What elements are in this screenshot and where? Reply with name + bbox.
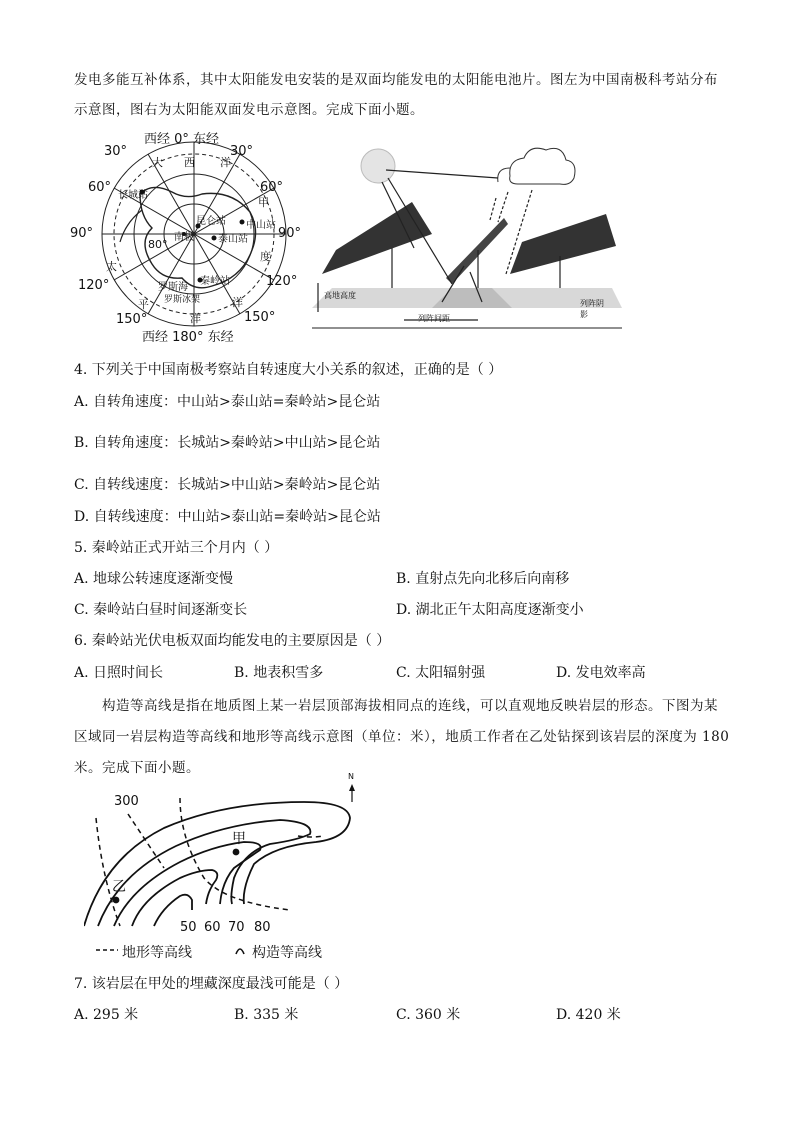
q6-option-c[interactable]: C. 太阳辐射强 xyxy=(396,665,486,681)
place-zhongshan: 中山站 xyxy=(246,220,276,231)
deg-label-120-left: 120° xyxy=(78,278,110,293)
place-jia: 甲 xyxy=(258,196,269,209)
deg-label-60-right: 60° xyxy=(260,180,284,195)
q6-option-a[interactable]: A. 日照时间长 xyxy=(74,665,164,681)
legend-terrain: 地形等高线 xyxy=(122,945,192,961)
place-nanji: 南极 xyxy=(174,232,194,243)
place-rossHai: 罗斯海 xyxy=(158,282,188,293)
place-da: 大 xyxy=(152,156,163,169)
q5-option-b[interactable]: B. 直射点先向北移后向南移 xyxy=(396,571,570,587)
place-ping: 平 xyxy=(138,298,149,311)
q7-stem: 7. 该岩层在甲处的埋藏深度最浅可能是（ ） xyxy=(74,976,349,992)
place-yang-3: 洋 xyxy=(190,312,201,325)
q7-option-d[interactable]: D. 420 米 xyxy=(556,1007,621,1023)
q4-stem: 4. 下列关于中国南极考察站自转速度大小关系的叙述，正确的是（ ） xyxy=(74,362,503,378)
deg-label-80: 80° xyxy=(148,238,168,251)
place-qinling: 秦岭站 xyxy=(200,276,230,287)
contour-value-50: 50 xyxy=(180,920,197,935)
intro-line-2: 示意图，图右为太阳能双面发电示意图。完成下面小题。 xyxy=(74,102,424,118)
q4-option-b[interactable]: B. 自转角速度：长城站>秦岭站>中山站>昆仑站 xyxy=(74,435,381,451)
label-shadow: 列阵阴影 xyxy=(580,299,604,319)
label-300: 300 xyxy=(114,794,139,809)
q7-option-c[interactable]: C. 360 米 xyxy=(396,1007,461,1023)
intro2-line-2: 区域同一岩层构造等高线和地形等高线示意图（单位：米），地质工作者在乙处钻探到该岩层的深度为 180 xyxy=(74,729,730,745)
q4-option-d[interactable]: D. 自转线速度：中山站>泰山站=秦岭站>昆仑站 xyxy=(74,509,381,525)
place-tai: 太 xyxy=(106,260,117,273)
place-taishan: 泰山站 xyxy=(218,234,248,245)
q6-option-d[interactable]: D. 发电效率高 xyxy=(556,665,646,681)
deg-label-150-right: 150° xyxy=(244,310,276,325)
deg-label-90-right: 90° xyxy=(278,226,302,241)
label-spacing: 列阵间距 xyxy=(418,314,450,323)
q4-option-c[interactable]: C. 自转线速度：长城站>中山站>秦岭站>昆仑站 xyxy=(74,477,381,493)
intro-line-1: 发电多能互补体系，其中太阳能发电安装的是双面均能发电的太阳能电池片。图左为中国南极科考站分布 xyxy=(74,72,718,88)
q5-option-c[interactable]: C. 秦岭站白昼时间逐渐变长 xyxy=(74,602,248,618)
q5-stem: 5. 秦岭站正式开站三个月内（ ） xyxy=(74,540,279,556)
legend-struct: 构造等高线 xyxy=(252,945,322,961)
intro2-line-1: 构造等高线是指在地质图上某一岩层顶部海拔相同点的连线，可以直观地反映岩层的形态。下图为某 xyxy=(102,698,718,714)
deg-label-60-left: 60° xyxy=(88,180,112,195)
place-changcheng: 长城站 xyxy=(118,190,148,201)
map-bottom-label: 西经 180° 东经 xyxy=(142,330,234,345)
contour-value-80: 80 xyxy=(254,920,271,935)
q7-option-a[interactable]: A. 295 米 xyxy=(74,1007,139,1023)
q5-option-a[interactable]: A. 地球公转速度逐渐变慢 xyxy=(74,571,234,587)
label-jia: 甲 xyxy=(232,831,246,847)
q6-option-b[interactable]: B. 地表积雪多 xyxy=(234,665,324,681)
contour-value-70: 70 xyxy=(228,920,245,935)
antarctic-station-map xyxy=(70,130,308,345)
place-yang-1: 洋 xyxy=(220,156,231,169)
place-du: 度 xyxy=(260,250,271,263)
intro2-line-3: 米。完成下面小题。 xyxy=(74,760,200,776)
map-top-label: 西经 0° 东经 xyxy=(144,132,220,147)
q6-stem: 6. 秦岭站光伏电板双面均能发电的主要原因是（ ） xyxy=(74,633,391,649)
q5-option-d[interactable]: D. 湖北正午太阳高度逐渐变小 xyxy=(396,602,584,618)
label-height: 高地高度 xyxy=(324,291,356,300)
deg-label-150-left: 150° xyxy=(116,312,148,327)
contour-map xyxy=(84,772,384,966)
place-xi: 西 xyxy=(184,156,195,169)
bifacial-solar-diagram xyxy=(312,138,622,334)
place-kunlun: 昆仑站 xyxy=(196,216,226,227)
q7-option-b[interactable]: B. 335 米 xyxy=(234,1007,299,1023)
deg-label-90-left: 90° xyxy=(70,226,94,241)
place-ross-ice: 罗斯冰架 xyxy=(164,295,201,305)
contour-value-60: 60 xyxy=(204,920,221,935)
deg-label-30-left: 30° xyxy=(104,144,128,159)
place-yang-2: 洋 xyxy=(232,296,243,309)
deg-label-120-right: 120° xyxy=(266,274,298,289)
q4-option-a[interactable]: A. 自转角速度：中山站>泰山站=秦岭站>昆仑站 xyxy=(74,394,381,410)
label-yi: 乙 xyxy=(112,879,126,895)
north-arrow-label: N xyxy=(348,772,354,781)
deg-label-30-right: 30° xyxy=(230,144,254,159)
